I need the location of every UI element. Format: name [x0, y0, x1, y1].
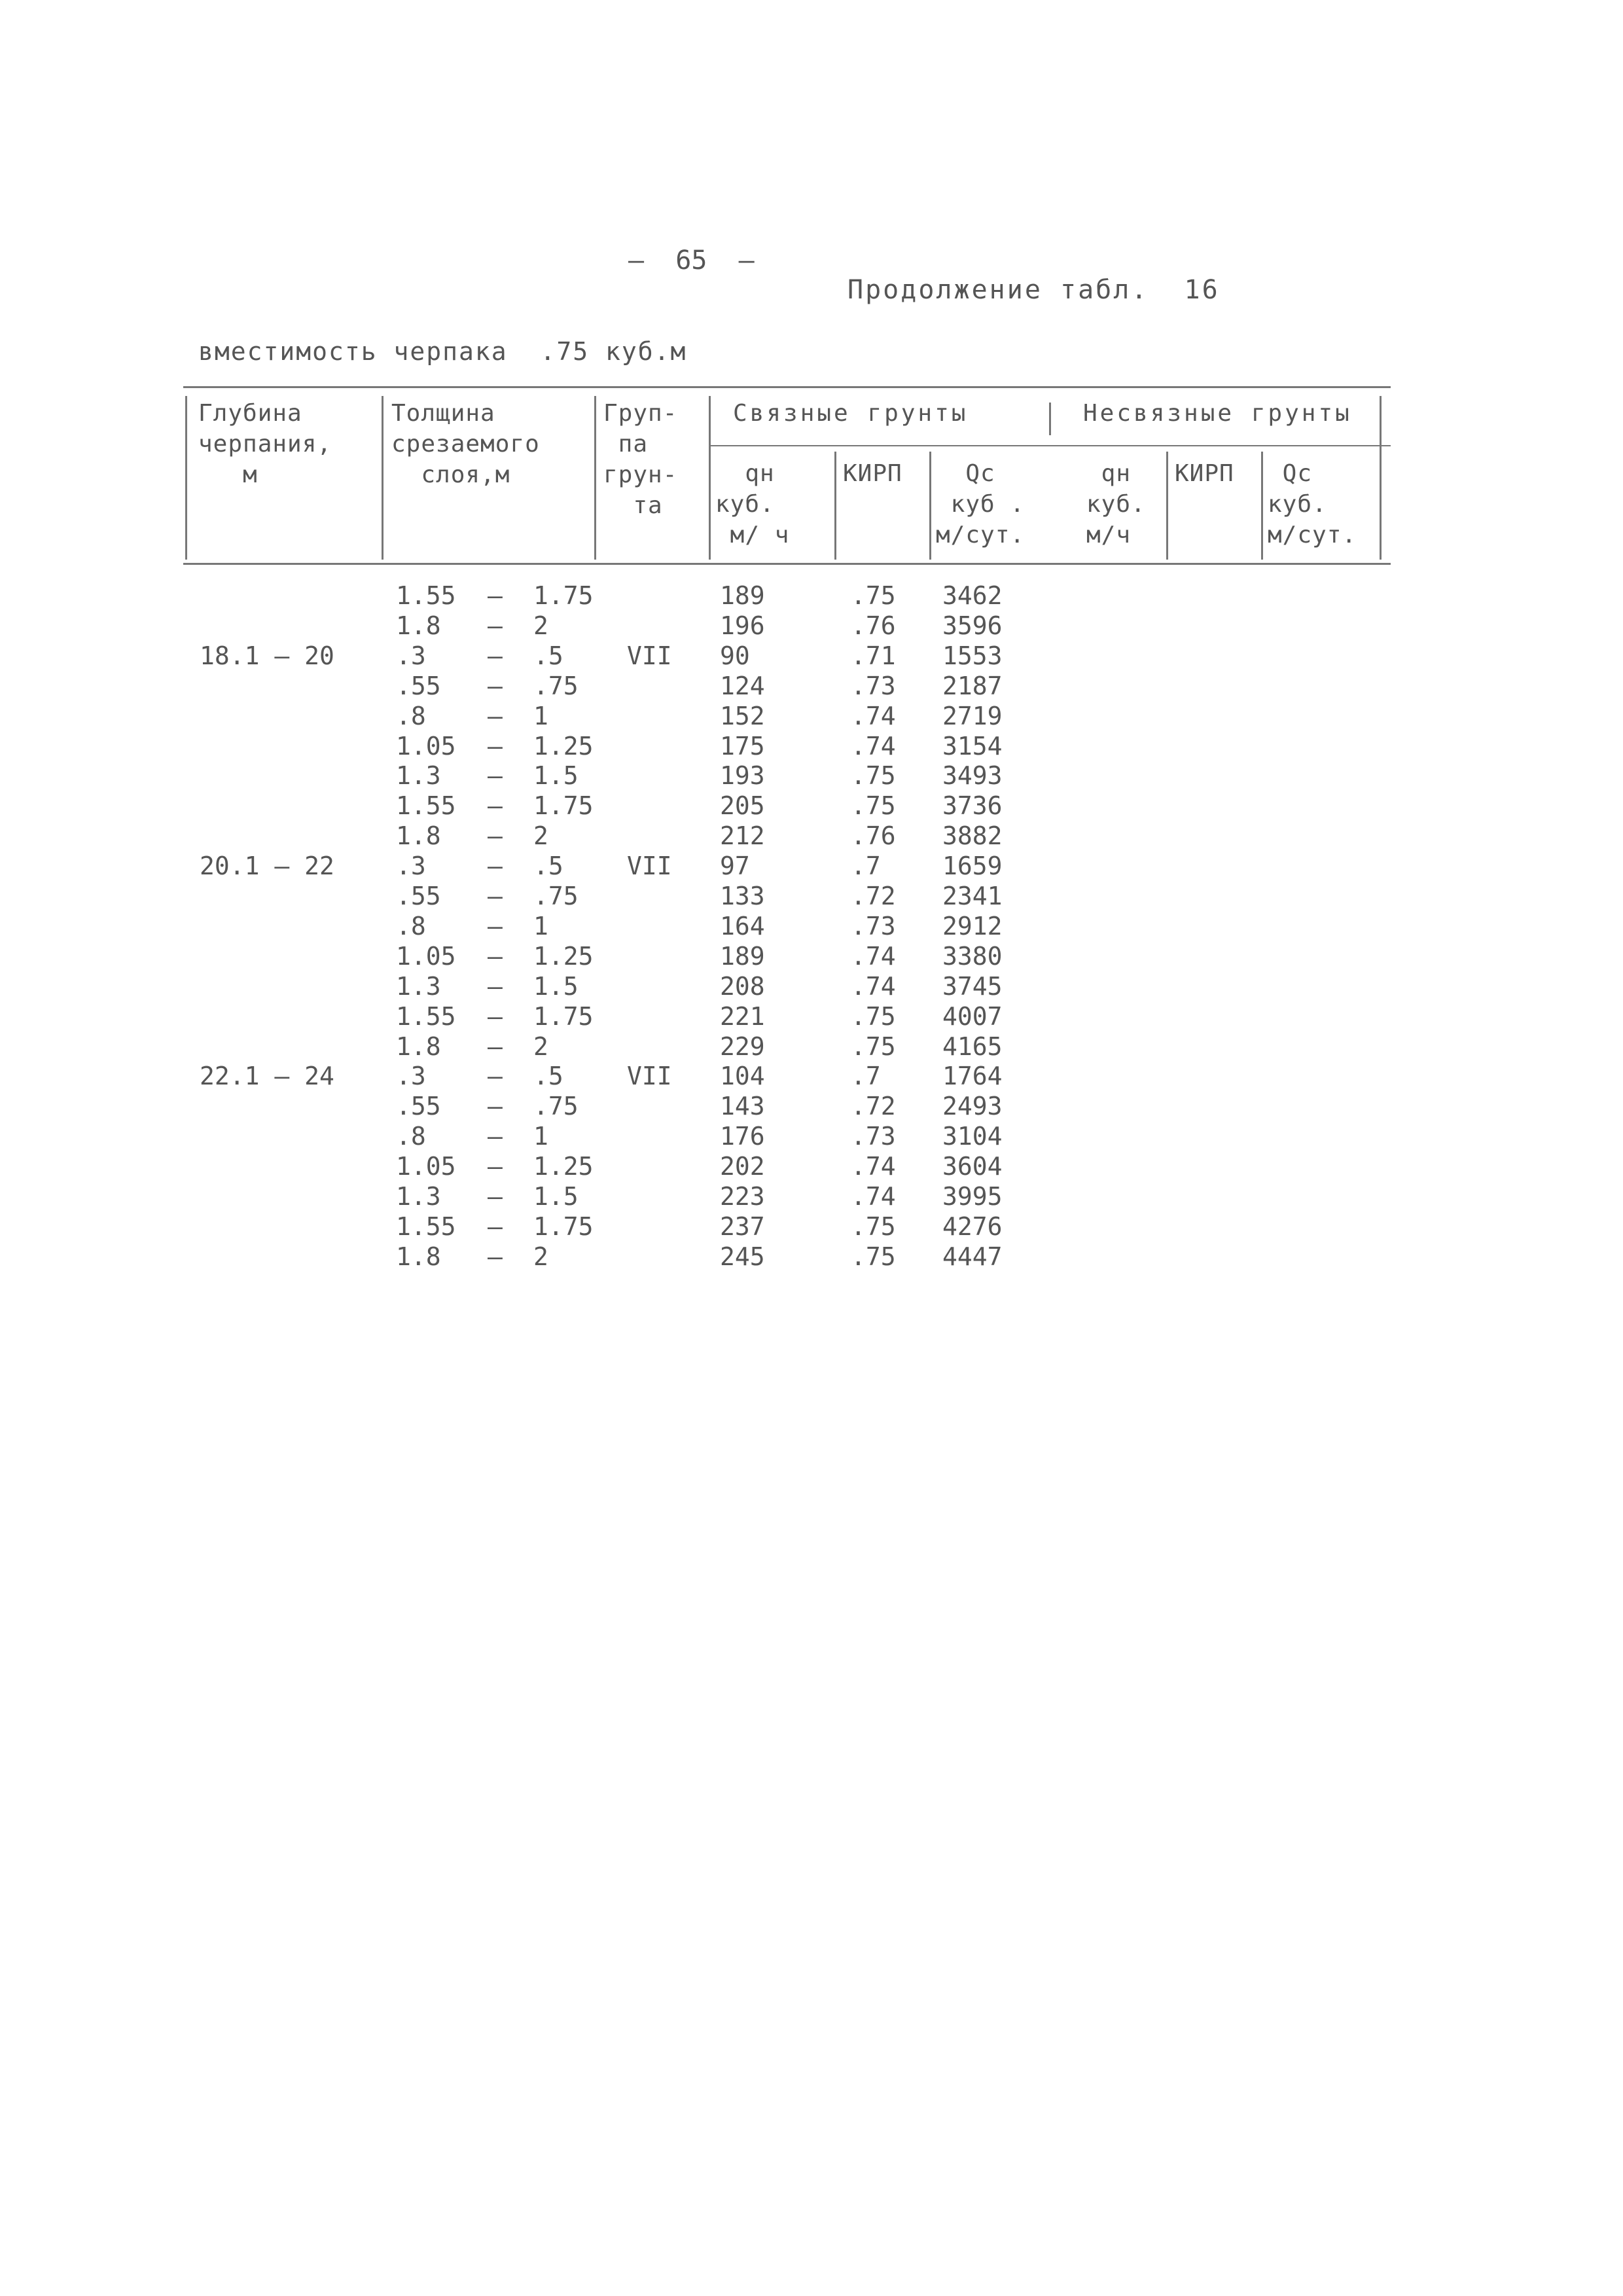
table-row [0, 1242, 1623, 1272]
header-qn-cohesive: qн куб. м/ ч [715, 460, 790, 548]
cell-depth: 18.1 — 20 [200, 641, 334, 670]
table-row [0, 641, 1623, 671]
cell-from: 1.05 [396, 731, 456, 761]
cell-kirp: .75 [851, 1211, 896, 1241]
cell-group: VII [627, 852, 672, 881]
cell-qn: 245 [720, 1242, 765, 1271]
cell-qc: 4007 [942, 1001, 1003, 1031]
cell-kirp: .73 [851, 1122, 896, 1151]
header-soil-group: Груп- па грун- та [603, 400, 678, 519]
cell-dash: — [488, 611, 503, 640]
cell-qc: 4276 [942, 1211, 1003, 1241]
cell-group: VII [627, 1062, 672, 1091]
cell-dash: — [488, 671, 503, 700]
table-continuation-label: Продолжение табл. 16 [847, 275, 1220, 305]
cell-to: .75 [533, 882, 579, 910]
cell-dash: — [488, 852, 503, 881]
table-row [0, 941, 1623, 971]
cell-to: 1.5 [533, 761, 579, 791]
header-bottom-rule [183, 563, 1391, 565]
table-row [0, 611, 1623, 641]
cell-qn: 176 [720, 1122, 765, 1151]
header-kirp-cohesive: КИРП [843, 460, 902, 487]
cell-dash: — [488, 1211, 503, 1241]
cell-qn: 202 [720, 1152, 765, 1181]
cell-dash: — [488, 581, 503, 610]
cell-to: 1.25 [533, 941, 594, 971]
cell-dash: — [488, 971, 503, 1001]
cell-qc: 3604 [942, 1152, 1003, 1181]
cell-kirp: .73 [851, 671, 896, 700]
cell-from: 1.05 [396, 1152, 456, 1181]
cell-qn: 152 [720, 701, 765, 730]
cell-qn: 189 [720, 581, 765, 610]
cell-qc: 3380 [942, 941, 1003, 971]
cell-dash: — [488, 761, 503, 791]
cell-to: .5 [533, 1062, 563, 1091]
cell-kirp: .7 [851, 1062, 881, 1091]
table-row [0, 1151, 1623, 1181]
header-qc-noncohesive: Qc куб. м/сут. [1268, 460, 1357, 548]
cell-dash: — [488, 1122, 503, 1151]
cell-to: 2 [533, 1242, 548, 1271]
cell-qc: 2187 [942, 671, 1003, 700]
cell-from: .8 [396, 701, 426, 730]
cell-dash: — [488, 731, 503, 761]
header-divider [1166, 452, 1168, 560]
cell-qc: 1764 [942, 1062, 1003, 1091]
cell-qc: 3104 [942, 1122, 1003, 1151]
cell-from: 1.3 [396, 761, 441, 791]
cell-from: 1.55 [396, 1001, 456, 1031]
cell-kirp: .7 [851, 852, 881, 881]
cell-to: 1.5 [533, 971, 579, 1001]
table-row [0, 1031, 1623, 1062]
header-divider [185, 396, 187, 560]
table-row [0, 761, 1623, 791]
cell-dash: — [488, 1001, 503, 1031]
cell-depth: 22.1 — 24 [200, 1062, 334, 1091]
cell-kirp: .74 [851, 731, 896, 761]
cell-qn: 205 [720, 791, 765, 821]
cell-qc: 3882 [942, 821, 1003, 851]
cell-to: 2 [533, 821, 548, 851]
table-row [0, 701, 1623, 731]
cell-to: 1.75 [533, 1001, 594, 1031]
header-divider [709, 396, 711, 560]
header-divider [1049, 403, 1051, 435]
cell-qc: 3154 [942, 731, 1003, 761]
cell-qc: 2719 [942, 701, 1003, 730]
header-subgroup-rule [710, 445, 1391, 446]
bucket-capacity-caption: вместимость черпака .75 куб.м [198, 337, 687, 366]
cell-qc: 4447 [942, 1242, 1003, 1271]
header-qn-noncohesive: qн куб. м/ч [1086, 460, 1146, 548]
cell-to: .75 [533, 1092, 579, 1121]
cell-depth: 20.1 — 22 [200, 852, 334, 881]
cell-from: 1.55 [396, 1211, 456, 1241]
cell-from: 1.55 [396, 581, 456, 610]
header-divider [382, 396, 383, 560]
cell-dash: — [488, 1062, 503, 1091]
header-qc-cohesive: Qc куб . м/сут. [936, 460, 1026, 548]
table-row [0, 671, 1623, 701]
cell-from: .55 [396, 882, 441, 910]
cell-to: 2 [533, 611, 548, 640]
cell-dash: — [488, 791, 503, 821]
page-number: — 65 — [628, 245, 755, 276]
cell-qn: 189 [720, 941, 765, 971]
cell-qn: 196 [720, 611, 765, 640]
header-divider [1261, 452, 1263, 560]
cell-from: 1.8 [396, 821, 441, 851]
cell-to: 1.75 [533, 581, 594, 610]
cell-from: 1.8 [396, 1242, 441, 1271]
header-divider [929, 452, 931, 560]
cell-dash: — [488, 701, 503, 730]
header-divider [834, 452, 836, 560]
cell-from: 1.3 [396, 1182, 441, 1211]
header-depth: Глубина черпания, м [198, 400, 332, 488]
cell-dash: — [488, 1152, 503, 1181]
cell-to: .5 [533, 852, 563, 881]
cell-dash: — [488, 1242, 503, 1271]
cell-dash: — [488, 882, 503, 910]
cell-from: 1.8 [396, 611, 441, 640]
header-top-rule [183, 386, 1391, 388]
table-row [0, 731, 1623, 761]
cell-kirp: .75 [851, 1001, 896, 1031]
cell-to: 1 [533, 911, 548, 941]
cell-qn: 229 [720, 1031, 765, 1061]
header-divider [594, 396, 596, 560]
cell-qn: 212 [720, 821, 765, 851]
cell-qc: 3493 [942, 761, 1003, 791]
table-row [0, 1181, 1623, 1211]
cell-qn: 221 [720, 1001, 765, 1031]
cell-qn: 104 [720, 1062, 765, 1091]
cell-qn: 237 [720, 1211, 765, 1241]
cell-from: 1.3 [396, 971, 441, 1001]
cell-qc: 1553 [942, 641, 1003, 670]
cell-to: 1.25 [533, 731, 594, 761]
cell-qn: 143 [720, 1092, 765, 1121]
cell-to: .5 [533, 641, 563, 670]
table-row [0, 1211, 1623, 1242]
cell-qc: 3745 [942, 971, 1003, 1001]
cell-from: 1.05 [396, 941, 456, 971]
cell-kirp: .72 [851, 882, 896, 910]
cell-to: 1.75 [533, 1211, 594, 1241]
table-row [0, 791, 1623, 821]
table-row [0, 1121, 1623, 1151]
cell-kirp: .74 [851, 1182, 896, 1211]
cell-to: 1 [533, 1122, 548, 1151]
cell-from: .55 [396, 1092, 441, 1121]
table-row [0, 821, 1623, 851]
header-kirp-noncohesive: КИРП [1175, 460, 1234, 487]
cell-kirp: .74 [851, 941, 896, 971]
cell-qc: 2912 [942, 911, 1003, 941]
cell-kirp: .76 [851, 821, 896, 851]
cell-from: .3 [396, 852, 426, 881]
cell-dash: — [488, 911, 503, 941]
header-cohesive-soils: Связные грунты [733, 400, 969, 427]
cell-qc: 3995 [942, 1182, 1003, 1211]
cell-kirp: .75 [851, 581, 896, 610]
cell-qn: 90 [720, 641, 750, 670]
header-divider [1380, 396, 1382, 560]
cell-from: 1.8 [396, 1031, 441, 1061]
cell-from: .55 [396, 671, 441, 700]
cell-kirp: .75 [851, 1242, 896, 1271]
table-row [0, 851, 1623, 881]
cell-dash: — [488, 1182, 503, 1211]
cell-qc: 3462 [942, 581, 1003, 610]
table-row [0, 971, 1623, 1001]
cell-kirp: .75 [851, 791, 896, 821]
table-row [0, 1091, 1623, 1121]
cell-group: VII [627, 641, 672, 670]
cell-to: .75 [533, 671, 579, 700]
table-row [0, 911, 1623, 941]
cell-dash: — [488, 821, 503, 851]
cell-from: .3 [396, 641, 426, 670]
cell-qn: 208 [720, 971, 765, 1001]
table-row [0, 581, 1623, 611]
cell-kirp: .76 [851, 611, 896, 640]
cell-kirp: .75 [851, 1031, 896, 1061]
cell-qn: 124 [720, 671, 765, 700]
cell-to: 1.5 [533, 1182, 579, 1211]
cell-kirp: .72 [851, 1092, 896, 1121]
cell-qc: 3596 [942, 611, 1003, 640]
cell-dash: — [488, 641, 503, 670]
cell-qn: 164 [720, 911, 765, 941]
cell-to: 2 [533, 1031, 548, 1061]
cell-dash: — [488, 941, 503, 971]
cell-dash: — [488, 1031, 503, 1061]
cell-to: 1 [533, 701, 548, 730]
cell-qc: 3736 [942, 791, 1003, 821]
cell-qn: 97 [720, 852, 750, 881]
cell-to: 1.25 [533, 1152, 594, 1181]
cell-qc: 1659 [942, 852, 1003, 881]
cell-kirp: .74 [851, 1152, 896, 1181]
cell-kirp: .75 [851, 761, 896, 791]
cell-to: 1.75 [533, 791, 594, 821]
cell-from: .8 [396, 1122, 426, 1151]
cell-from: .8 [396, 911, 426, 941]
cell-dash: — [488, 1092, 503, 1121]
cell-kirp: .74 [851, 971, 896, 1001]
cell-qn: 193 [720, 761, 765, 791]
cell-from: .3 [396, 1062, 426, 1091]
table-row [0, 1001, 1623, 1031]
cell-qn: 223 [720, 1182, 765, 1211]
cell-qc: 2341 [942, 882, 1003, 910]
header-noncohesive-soils: Несвязные грунты [1083, 400, 1352, 427]
cell-qn: 175 [720, 731, 765, 761]
cell-qc: 2493 [942, 1092, 1003, 1121]
cell-qc: 4165 [942, 1031, 1003, 1061]
cell-kirp: .71 [851, 641, 896, 670]
cell-kirp: .74 [851, 701, 896, 730]
table-row [0, 881, 1623, 911]
table-row [0, 1061, 1623, 1091]
cell-from: 1.55 [396, 791, 456, 821]
cell-kirp: .73 [851, 911, 896, 941]
header-thickness: Толщина срезаемого слоя,м [391, 400, 540, 488]
cell-qn: 133 [720, 882, 765, 910]
